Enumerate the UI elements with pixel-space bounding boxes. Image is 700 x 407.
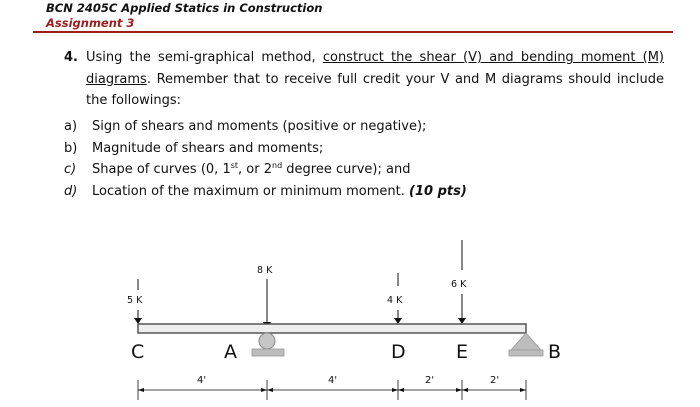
item-text: Magnitude of shears and moments; bbox=[92, 140, 324, 156]
point-label-a: A bbox=[224, 341, 237, 363]
pin-support-b bbox=[511, 333, 541, 350]
load-arrowhead-d bbox=[394, 318, 402, 324]
support-base-a bbox=[252, 349, 284, 356]
superscript: nd bbox=[272, 161, 283, 170]
question-rest: . Remember that to receive full credit your V and M diagrams should include the followings: bbox=[86, 71, 664, 108]
roller-support-a bbox=[259, 333, 275, 349]
beam bbox=[138, 324, 526, 333]
item-text-part: degree curve); and bbox=[282, 162, 411, 177]
dimension-arrow bbox=[267, 388, 273, 392]
dimension-arrow bbox=[520, 388, 526, 392]
load-arrowhead-c bbox=[134, 318, 142, 324]
item-text-part: , or 2 bbox=[238, 162, 272, 177]
point-label-c: C bbox=[131, 341, 145, 363]
points-label: (10 pts) bbox=[409, 183, 467, 199]
item-label: d) bbox=[64, 183, 78, 199]
dimension-label: 4' bbox=[197, 375, 207, 386]
point-label-b: B bbox=[548, 341, 562, 363]
dimension-arrow bbox=[261, 388, 267, 392]
load-arrowhead-e bbox=[458, 318, 466, 324]
dimension-label: 2' bbox=[425, 375, 435, 386]
support-base-b bbox=[509, 350, 543, 356]
dimension-arrow bbox=[456, 388, 462, 392]
dimension-label: 4' bbox=[328, 375, 338, 386]
assignment-title: Assignment 3 bbox=[46, 16, 135, 30]
course-title: BCN 2405C Applied Statics in Construction bbox=[46, 1, 323, 15]
point-label-d: D bbox=[391, 341, 406, 363]
dimension-arrow bbox=[138, 388, 144, 392]
question-intro: Using the semi-graphical method, bbox=[86, 50, 323, 65]
load-label-a: 8 K bbox=[257, 265, 273, 276]
dimension-label: 2' bbox=[490, 375, 500, 386]
dimension-arrow bbox=[398, 388, 404, 392]
question-underlined: construct the shear (V) and bending moment (M) diagrams bbox=[86, 50, 664, 87]
item-text-part: Shape of curves (0, 1 bbox=[92, 162, 231, 177]
item-text-part: Location of the maximum or minimum moment. bbox=[92, 183, 410, 199]
load-label-e: 6 K bbox=[451, 279, 467, 290]
item-label: b) bbox=[64, 140, 78, 156]
load-label-c: 5 K bbox=[127, 295, 143, 306]
item-text: Sign of shears and moments (positive or negative); bbox=[92, 119, 427, 134]
load-label-d: 4 K bbox=[387, 295, 403, 306]
question-number: 4. bbox=[64, 50, 78, 65]
point-label-e: E bbox=[456, 341, 469, 363]
dimension-arrow bbox=[392, 388, 398, 392]
superscript: st bbox=[230, 161, 239, 170]
item-label: c) bbox=[64, 162, 77, 177]
item-label: a) bbox=[64, 119, 78, 134]
dimension-arrow bbox=[462, 388, 468, 392]
